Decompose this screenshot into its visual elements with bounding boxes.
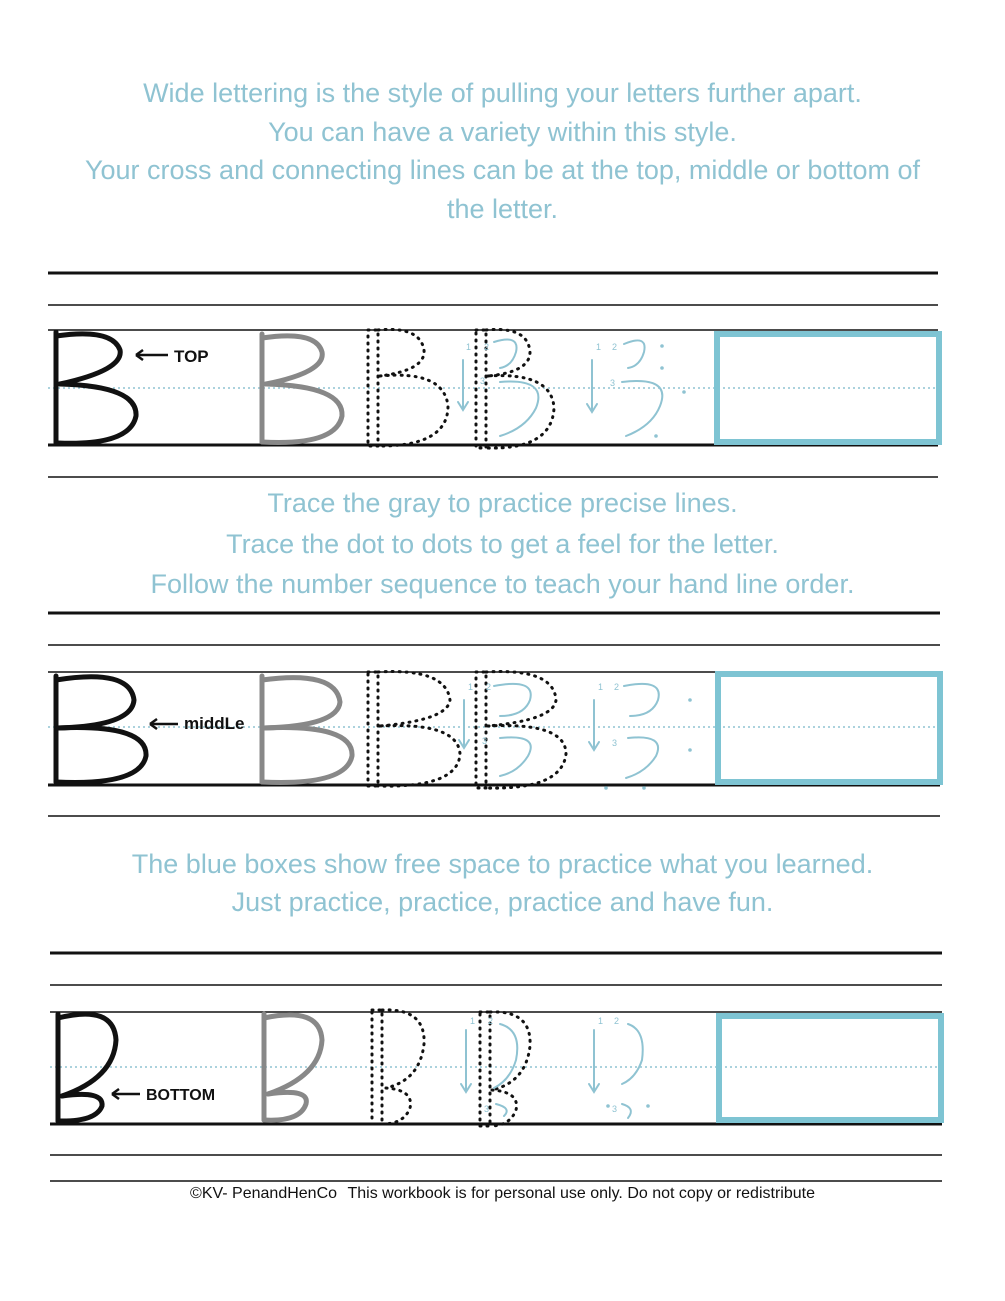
letter-b-sequence	[587, 340, 662, 436]
svg-text:1: 1	[598, 682, 604, 692]
arrow-head	[136, 350, 143, 360]
letter-b-solid	[58, 1014, 116, 1121]
letter-b-numbered	[458, 329, 554, 448]
practice-box	[718, 674, 940, 782]
practice-instructions	[0, 846, 1005, 921]
svg-text:1: 1	[598, 1016, 604, 1026]
letter-b-solid	[56, 676, 146, 782]
svg-text:2: 2	[614, 1016, 620, 1026]
letter-b-numbered	[459, 672, 566, 789]
practice-line: Just practice, practice, practice and have fun.	[231, 886, 774, 917]
tracing-line: Trace the dot to dots to get a feel for the letter.	[226, 528, 779, 559]
stroke-number: 3	[610, 378, 616, 388]
letter-b-sequence	[589, 684, 659, 778]
row-label: TOP	[174, 347, 209, 366]
stroke-number: 2	[484, 342, 490, 352]
svg-text:2: 2	[488, 1016, 494, 1026]
svg-text:3: 3	[484, 1104, 490, 1114]
svg-text:1: 1	[468, 682, 474, 692]
stroke-number: 2	[612, 342, 618, 352]
svg-text:3: 3	[482, 736, 488, 746]
svg-text:3: 3	[612, 1104, 618, 1114]
row-label: BOTTOM	[146, 1087, 216, 1104]
practice-box	[717, 334, 939, 442]
svg-text:3: 3	[612, 738, 618, 748]
letter-b-dotted	[368, 329, 448, 446]
intro-line: Your cross and connecting lines can be at the top, middle or bottom of	[84, 155, 920, 185]
intro-instructions	[0, 74, 1005, 228]
letter-b-dotted	[368, 672, 460, 787]
letter-b-solid	[56, 332, 136, 443]
letter-b-gray	[262, 334, 342, 442]
copyright-text: ©KV- PenandHenCo	[190, 1185, 338, 1202]
stroke-number: 1	[466, 342, 472, 352]
letter-b-gray	[264, 1014, 322, 1120]
svg-text:1: 1	[470, 1016, 476, 1026]
letter-b-numbered	[461, 1012, 530, 1126]
stroke-number: 1	[596, 342, 602, 352]
letter-b-sequence	[589, 1024, 643, 1118]
intro-line: Wide lettering is the style of pulling your letters further apart.	[143, 78, 862, 108]
practice-box	[719, 1016, 941, 1120]
stroke-number: 3	[480, 376, 486, 386]
svg-text:2: 2	[614, 682, 620, 692]
svg-text:2: 2	[486, 682, 492, 692]
intro-line: the letter.	[446, 193, 559, 224]
row-label: middLe	[184, 714, 245, 733]
tracing-instructions	[0, 483, 1005, 605]
letter-b-dotted	[372, 1010, 424, 1124]
tracing-line: Follow the number sequence to teach your hand line order.	[150, 569, 855, 599]
intro-line: You can have a variety within this style.	[268, 116, 737, 147]
usage-notice: This workbook is for personal use only. Do not copy or redistribute	[347, 1185, 815, 1202]
tracing-line: Trace the gray to practice precise lines.	[267, 488, 738, 518]
footer-copyright	[0, 1185, 1005, 1203]
letter-b-gray	[262, 676, 352, 782]
practice-line: The blue boxes show free space to practice what you learned.	[131, 849, 874, 879]
